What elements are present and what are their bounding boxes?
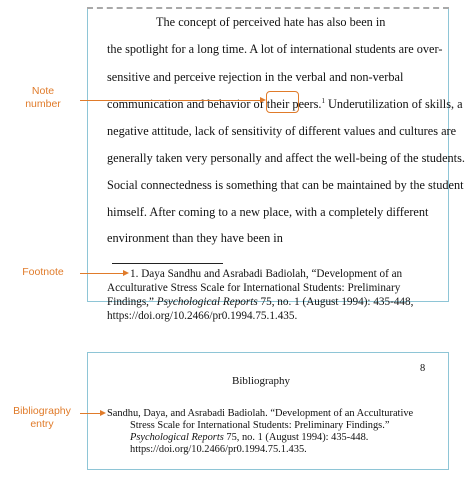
label-line: entry <box>30 418 54 430</box>
page-number: 8 <box>420 363 426 374</box>
note-number-highlight <box>266 91 299 113</box>
label-line: Note <box>31 85 55 97</box>
body-text-fragment: communication and behavior of their <box>107 97 293 111</box>
body-text-line: himself. After coming to a new place, with a completely different <box>107 205 429 219</box>
body-text-line: negative attitude, lack of sensitivity of different values and cultures are <box>107 124 457 138</box>
bibliography-line: Sandhu, Daya, and Asrabadi Badiolah. “Development of an Acculturative <box>107 408 414 419</box>
label-line: Bibliography <box>13 405 71 417</box>
footnote-line: 1. Daya Sandhu and Asrabadi Badiolah, “Development of an <box>130 268 403 280</box>
torn-edge <box>87 7 449 9</box>
body-text-line: Social connectedness is something that can be maintained by the student <box>107 178 464 192</box>
arrow-head-icon <box>100 410 106 416</box>
bibliography-heading: Bibliography <box>232 375 291 387</box>
footnote-arrow <box>80 273 123 274</box>
footnote-label: Footnote <box>22 266 64 278</box>
body-text-line: The concept of perceived hate has also been in <box>156 15 386 29</box>
body-text-fragment: Underutilization of skills, a <box>324 97 463 111</box>
arrow-head-icon <box>123 270 129 276</box>
footnote-separator <box>112 263 223 264</box>
journal-title: Psychological Reports <box>130 432 224 443</box>
body-text-line: environment than they have been in <box>107 231 283 245</box>
label-line: number <box>25 98 61 110</box>
peers-word: peers. <box>292 97 322 111</box>
bibliography-line <box>130 432 368 444</box>
footnote-fragment: 75, no. 1 (August 1994): 435-448, <box>257 296 414 308</box>
bibliography-line: Stress Scale for International Students: Preliminary Findings.” <box>130 420 390 431</box>
footnote-line: https://doi.org/10.2466/pr0.1994.75.1.435. <box>107 310 298 322</box>
bibliography-entry-label <box>4 405 80 431</box>
body-text-line: sensitive and perceive rejection in the verbal and non-verbal <box>107 70 404 84</box>
footnote-line <box>107 296 413 309</box>
footnote-fragment: Findings,” <box>107 296 157 308</box>
bibliography-line: https://doi.org/10.2466/pr0.1994.75.1.435. <box>130 444 307 455</box>
bibliography-fragment: 75, no. 1 (August 1994): 435-448. <box>223 432 369 443</box>
journal-title: Psychological Reports <box>156 296 258 308</box>
body-text-line: the spotlight for a long time. A lot of international students are over- <box>107 42 443 56</box>
footnote-line: Acculturative Stress Scale for International Students: Preliminary <box>107 282 401 294</box>
note-number-label <box>8 85 78 111</box>
body-text-line: generally taken very personally and affect the well-being of the students. <box>107 151 465 165</box>
bibliography-arrow <box>80 413 100 414</box>
note-number: 1 <box>321 97 325 105</box>
note-number-arrow <box>80 100 260 101</box>
